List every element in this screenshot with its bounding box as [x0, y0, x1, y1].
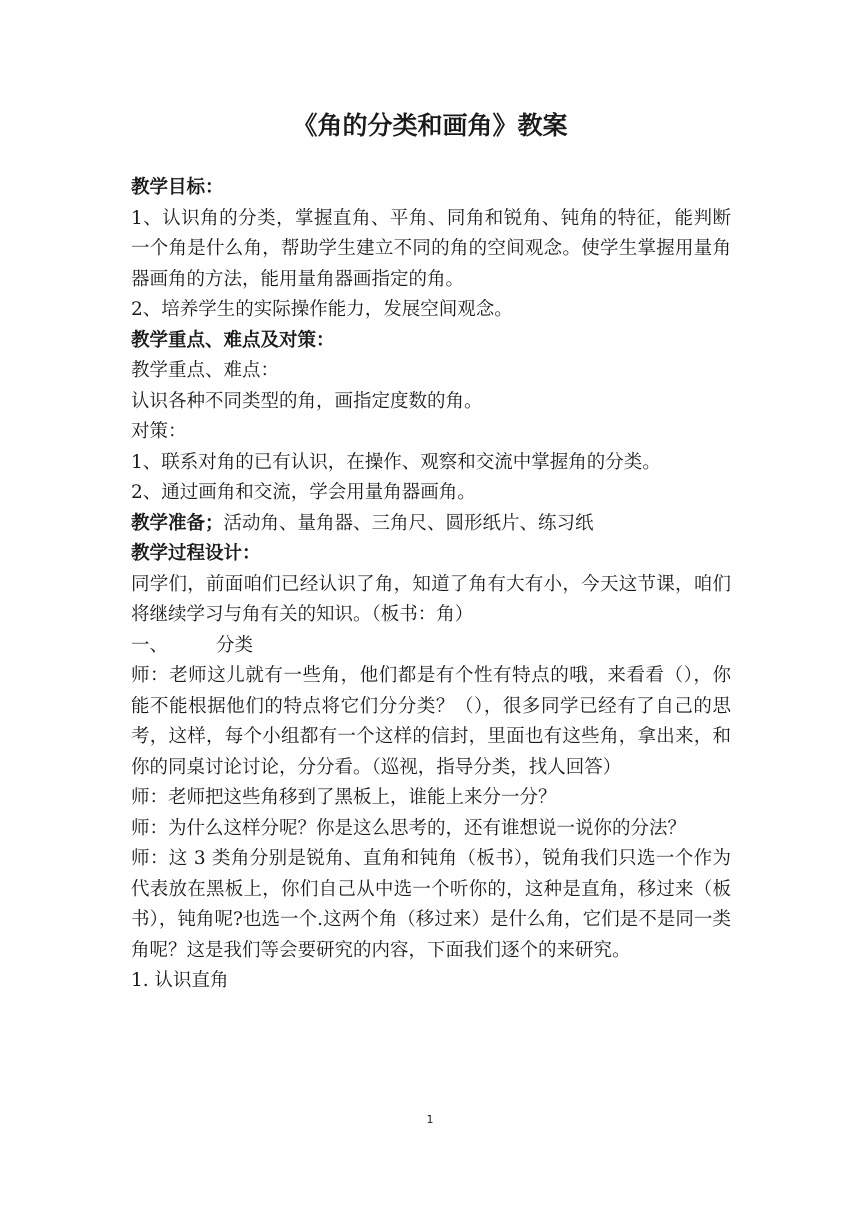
- prep-paragraph: [131, 509, 731, 540]
- goals-heading: 教学目标：: [131, 177, 224, 198]
- process-heading: 教学过程设计：: [131, 543, 261, 564]
- strategy-2: 2、通过画角和交流，学会用量角器画角。: [131, 482, 476, 503]
- keypoints-heading: 教学重点、难点及对策：: [131, 329, 335, 351]
- section-1-heading: [131, 631, 731, 662]
- subsection-1: 1. 认识直角: [131, 970, 229, 991]
- teacher-line-2: 师：老师把这些角移到了黑板上，谁能上来分一分？: [131, 787, 557, 808]
- document-title: 《角的分类和画角》教案: [292, 111, 568, 140]
- intro-text: 同学们，前面咱们已经认识了角，知道了角有大有小，今天这节课，咱们将继续学习与角有关的知识。（板书：角）: [131, 573, 731, 625]
- prep-text: 活动角、量角器、三角尺、圆形纸片、练习纸: [223, 512, 594, 534]
- teacher-line-3: 师：为什么这样分呢？你是这么思考的，还有谁想说一说你的分法？: [131, 817, 687, 839]
- teacher-line-4: 师：这 3 类角分别是锐角、直角和钝角（板书），锐角我们只选一个作为代表放在黑板上，你们自己从中选一个听你的，这种是直角，移过来（板书），钝角呢?也选一个.这两个角（移过来）是什么角，它们是不是同一类角呢？这是我们等会要研究的内容，下面我们逐个的来研究。: [131, 848, 731, 961]
- strategy-1: 1、联系对角的已有认识，在操作、观察和交流中掌握角的分类。: [131, 451, 661, 473]
- page-number: 1: [426, 1113, 434, 1126]
- prep-heading: 教学准备；: [131, 512, 224, 534]
- goal-1: 1、认识角的分类，掌握直角、平角、同角和锐角、钝角的特征，能判断一个角是什么角，帮助学生建立不同的角的空间观念。使学生掌握用量角器画角的方法，能用量角器画指定的角。: [131, 207, 731, 290]
- teacher-line-1: 师：老师这儿就有一些角，他们都是有个性有特点的哦，来看看（），你能不能根据他们的特点将它们分分类？（），很多同学已经有了自己的思考，这样，每个小组都有一个这样的信封，里面也有这些角，拿出来，和你的同桌讨论讨论，分分看。（巡视，指导分类，找人回答）: [131, 665, 731, 778]
- keypoints-text: 认识各种不同类型的角，画指定度数的角。: [131, 390, 483, 412]
- goal-2: 2、培养学生的实际操作能力，发展空间观念。: [131, 299, 513, 320]
- keypoints-label: 教学重点、难点：: [131, 360, 280, 381]
- section-1-title: 分类: [216, 634, 254, 656]
- section-1-number: 一、: [131, 634, 169, 656]
- strategy-label: 对策：: [131, 421, 187, 442]
- document-body: [131, 173, 731, 997]
